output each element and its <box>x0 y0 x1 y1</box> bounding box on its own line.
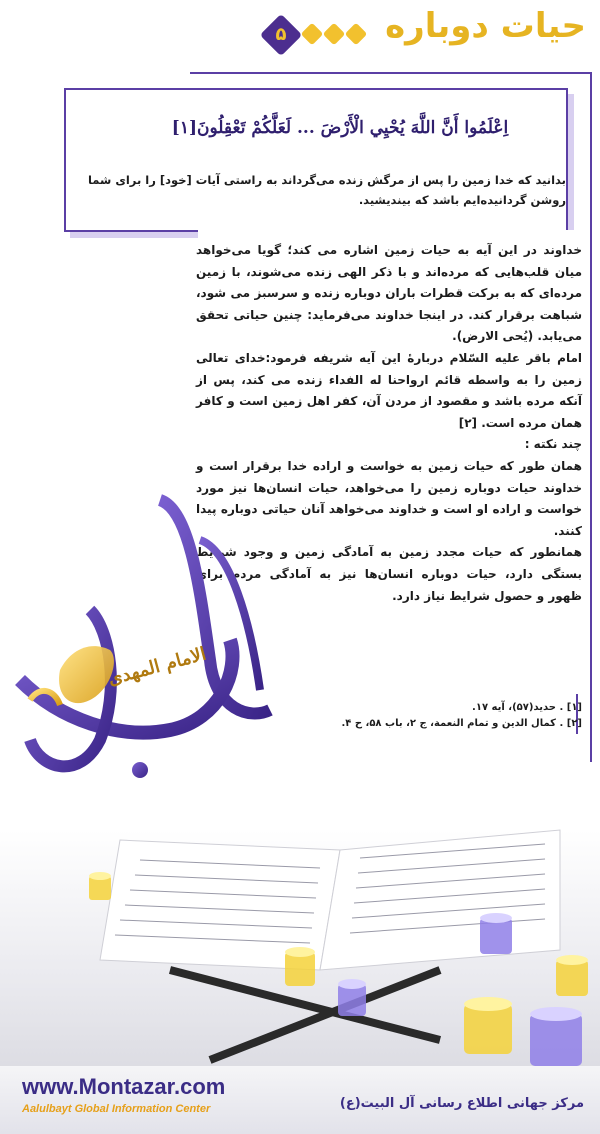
calligraphy-dot <box>132 762 148 778</box>
dot-2 <box>323 23 346 46</box>
candle <box>285 947 315 986</box>
quran-scene <box>0 780 600 1080</box>
candle <box>530 1007 582 1066</box>
header-bar <box>0 0 600 62</box>
footnotes <box>272 700 582 732</box>
episode-badge <box>260 14 302 56</box>
footnote: [۱] . حدید(۵۷)، آیه ۱۷. <box>472 702 582 713</box>
candle <box>556 955 588 996</box>
footer-persian-name: مرکز جهانی اطلاع رسانی آل البیت(ع) <box>339 1096 584 1111</box>
calligraphy-stroke <box>160 500 270 713</box>
candle <box>480 913 512 954</box>
calligraphy-gold-label: الامام المهدی <box>105 643 209 690</box>
body-paragraph: امام باقر علیه السّلام دربارهٔ این آیه شریفه فرمود:خدای تعالی زمین را به واسطه قائم ارواحنا له الفداء زنده می کند، پس از آنکه مرده باشد و مقصود از مردن آن، کفر اهل زمین است و کافر همان مرده است. [۲] <box>196 350 582 430</box>
candle <box>338 979 366 1016</box>
calligraphy-artwork <box>0 470 310 800</box>
verse-translation: بدانید که خدا زمین را پس از مرگش زنده می‌گرداند به راستی آیات [خود] را برای شما روشن گردانیده‌ایم باشد که بیندیشید. <box>87 173 566 207</box>
dot-1 <box>345 23 368 46</box>
candle <box>89 872 111 900</box>
body-paragraph: همانطور که حیات مجدد زمین به آمادگی زمین و وجود شرایط بستگی دارد، حیات دوباره انسان‌ها نیز به آمادگی مردم برای ظهور و حصول شرایط نیاز دارد. <box>196 545 582 603</box>
page-title: حیات دوباره <box>385 6 586 46</box>
body-paragraph: همان طور که حیات زمین به خواست و اراده خدا برقرار است و خداوند حیات دوباره زمین را می‌خواهد، حیات انسان‌ها نیز مورد خواست و اراده او است و خداوند می‌خواهد آنان حیاتی دوباره پیدا کنند. <box>196 458 582 538</box>
body-paragraph: خداوند در این آیه به حیات زمین اشاره می کند؛ گویا می‌خواهد میان قلب‌هایی که مرده‌اند و با ذکر الهی زنده می‌شوند، با زمین مرده‌ای که به برکت قطرات باران دوباره زنده و سرسبز می شود، شباهت برقرار کند. در اینجا خداوند می‌فرماید: چنین حیاتی تحقق می‌یابد. (یُحی الارض). <box>196 243 582 344</box>
frame-line-right <box>590 72 592 762</box>
book-stand-leg <box>210 970 440 1060</box>
footnote: [۲] . کمال الدین و تمام النعمة، ج ۲، باب ۵۸، ح ۴. <box>341 718 582 729</box>
footer-subtitle: Aalulbayt Global Information Center <box>22 1103 211 1115</box>
episode-number: ۵ <box>275 24 287 45</box>
quran-verse: اِعْلَمُوا أَنَّ اللَّهَ يُحْيِي الْأَرْضَ ... لَعَلَّكُمْ تَعْقِلُونَ[۱] <box>171 118 509 138</box>
dot-3 <box>301 23 324 46</box>
quran-page-right <box>320 830 560 970</box>
body-paragraph: چند نکته : <box>524 437 582 452</box>
title-dots <box>304 26 364 42</box>
verse-box <box>64 88 568 232</box>
candle <box>464 997 512 1054</box>
frame-line-top <box>190 72 592 74</box>
footer-url-link[interactable]: www.Montazar.com <box>22 1074 226 1099</box>
